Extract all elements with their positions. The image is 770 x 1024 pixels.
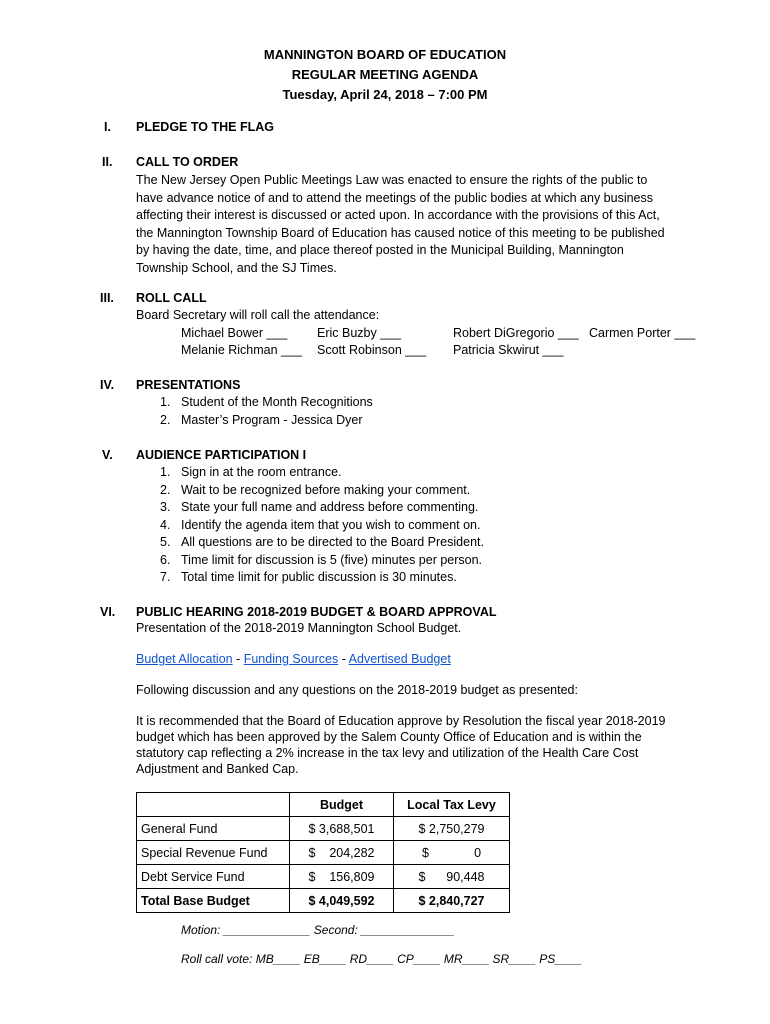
- paragraph-line: It is recommended that the Board of Education approve by Resolution the fiscal year 2018-2019: [136, 714, 666, 728]
- following-discussion-text: Following discussion and any questions on the 2018-2019 budget as presented:: [136, 683, 578, 697]
- list-item: State your full name and address before commenting.: [181, 500, 479, 514]
- budget-column-header: Budget: [290, 793, 394, 817]
- paragraph-line: budget which has been approved by the Salem County Office of Education and is within the: [136, 730, 642, 744]
- roll-call-intro: Board Secretary will roll call the attendance:: [136, 308, 380, 322]
- section-3-number: III.: [100, 291, 114, 305]
- list-item: Total time limit for public discussion is 30 minutes.: [181, 570, 457, 584]
- roll-call-vote-line: Roll call vote: MB____ EB____ RD____ CP____ MR____ SR____ PS____: [181, 952, 582, 966]
- section-5-title: AUDIENCE PARTICIPATION I: [136, 448, 307, 462]
- list-item: Master’s Program - Jessica Dyer: [181, 413, 363, 427]
- section-6-number: VI.: [100, 605, 116, 619]
- list-item: Sign in at the room entrance.: [181, 465, 342, 479]
- list-number: 6.: [160, 553, 171, 567]
- table-corner-cell: [137, 793, 290, 817]
- link-separator: -: [232, 652, 244, 666]
- paragraph-line: Adjustment and Banked Cap.: [136, 762, 299, 776]
- section-5-number: V.: [102, 448, 113, 462]
- budget-links: [136, 652, 451, 666]
- list-item: Identify the agenda item that you wish to comment on.: [181, 518, 481, 532]
- member-eric-buzby: Eric Buzby ___: [317, 326, 402, 340]
- budget-allocation-link[interactable]: Budget Allocation: [136, 652, 233, 666]
- budget-cell: $ 204,282: [290, 841, 394, 865]
- list-item: All questions are to be directed to the Board President.: [181, 535, 484, 549]
- fund-name-cell: General Fund: [137, 817, 290, 841]
- fund-name-cell: Debt Service Fund: [137, 865, 290, 889]
- list-number: 3.: [160, 500, 171, 514]
- list-item: Time limit for discussion is 5 (five) minutes per person.: [181, 553, 483, 567]
- funding-sources-link[interactable]: Funding Sources: [243, 652, 339, 666]
- list-item: Wait to be recognized before making your comment.: [181, 483, 471, 497]
- member-melanie-richman: Melanie Richman ___: [181, 343, 302, 357]
- motion-line: Motion: _____________ Second: ______________: [181, 923, 455, 937]
- member-robert-digregorio: Robert DiGregorio ___: [453, 326, 579, 340]
- section-4-title: PRESENTATIONS: [136, 378, 241, 392]
- budget-table: [136, 792, 510, 913]
- list-number: 4.: [160, 518, 171, 532]
- paragraph-line: Township School, and the SJ Times.: [136, 260, 337, 275]
- paragraph-line: statutory cap reflecting a 2% increase in the tax levy and utilization of the Health Care Cost: [136, 746, 639, 760]
- member-scott-robinson: Scott Robinson ___: [317, 343, 427, 357]
- table-row: [137, 841, 510, 865]
- meeting-title: REGULAR MEETING AGENDA: [291, 67, 479, 82]
- budget-cell: $ 156,809: [290, 865, 394, 889]
- org-title: MANNINGTON BOARD OF EDUCATION: [263, 47, 507, 62]
- paragraph-line: The New Jersey Open Public Meetings Law was enacted to ensure the rights of the public to: [136, 173, 648, 187]
- paragraph-line: have advance notice of and to attend the meetings of the public bodies at which any business: [136, 190, 654, 205]
- section-2-number: II.: [102, 155, 113, 169]
- list-number: 7.: [160, 570, 171, 584]
- section-1-title: PLEDGE TO THE FLAG: [136, 120, 274, 134]
- fund-name-cell: Special Revenue Fund: [137, 841, 290, 865]
- tax-levy-cell: $ 2,840,727: [394, 889, 510, 913]
- meeting-date: Tuesday, April 24, 2018 – 7:00 PM: [282, 87, 488, 102]
- list-number: 5.: [160, 535, 171, 549]
- section-1-number: I.: [104, 120, 111, 134]
- list-number: 2.: [160, 483, 171, 497]
- list-number: 2.: [160, 413, 171, 427]
- paragraph-line: affecting their interest is discussed or acted upon. In accordance with the provisions of this Act,: [136, 208, 660, 222]
- table-row: [137, 817, 510, 841]
- budget-cell: $ 4,049,592: [290, 889, 394, 913]
- tax-levy-cell: $ 2,750,279: [394, 817, 510, 841]
- table-total-row: [137, 889, 510, 913]
- member-michael-bower: Michael Bower ___: [181, 326, 288, 340]
- list-number: 1.: [160, 465, 171, 479]
- tax-levy-cell: $ 90,448: [394, 865, 510, 889]
- section-6-title: PUBLIC HEARING 2018-2019 BUDGET & BOARD APPROVAL: [136, 605, 497, 619]
- budget-presentation-text: Presentation of the 2018-2019 Mannington School Budget.: [136, 621, 462, 635]
- member-carmen-porter: Carmen Porter ___: [589, 326, 696, 340]
- fund-name-cell: Total Base Budget: [137, 889, 290, 913]
- table-row: [137, 865, 510, 889]
- link-separator: -: [338, 652, 349, 666]
- tax-levy-cell: $ 0: [394, 841, 510, 865]
- table-header-row: [137, 793, 510, 817]
- section-3-title: ROLL CALL: [136, 291, 207, 305]
- recommendation-text: [136, 713, 676, 777]
- member-patricia-skwirut: Patricia Skwirut ___: [453, 343, 564, 357]
- call-to-order-text: [136, 172, 676, 277]
- section-4-number: IV.: [100, 378, 115, 392]
- advertised-budget-link[interactable]: Advertised Budget: [348, 652, 451, 666]
- section-2-title: CALL TO ORDER: [136, 155, 239, 169]
- budget-cell: $ 3,688,501: [290, 817, 394, 841]
- list-item: Student of the Month Recognitions: [181, 395, 373, 409]
- list-number: 1.: [160, 395, 171, 409]
- paragraph-line: the Mannington Township Board of Education has caused notice of this meeting to be published: [136, 225, 665, 240]
- paragraph-line: by having the date, time, and place thereof posted in the Municipal Building, Mannington: [136, 243, 624, 257]
- tax-levy-column-header: Local Tax Levy: [394, 793, 510, 817]
